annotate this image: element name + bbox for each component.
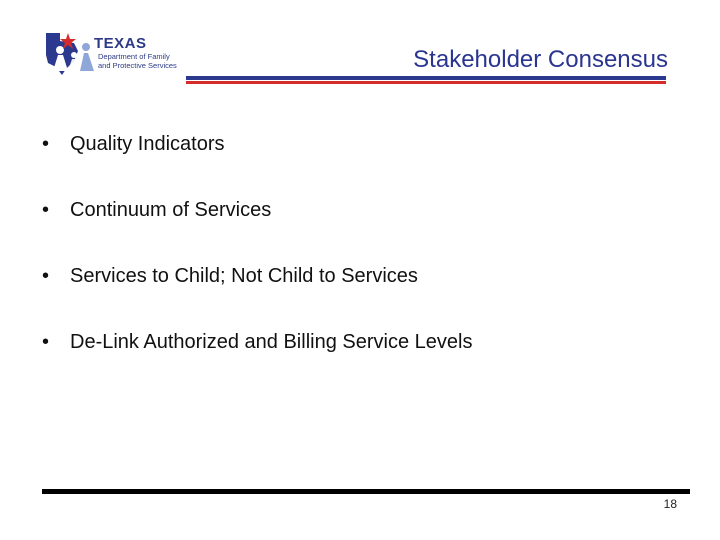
logo-subtitle-line2: and Protective Services xyxy=(98,61,177,70)
texas-map-logo-icon xyxy=(44,31,96,77)
bullet-text: Services to Child; Not Child to Services xyxy=(70,265,418,287)
bullet-dot: • xyxy=(42,265,50,287)
title-rule-blue xyxy=(186,76,666,80)
texas-dfps-logo xyxy=(44,31,184,77)
title-rule-red xyxy=(186,81,666,84)
bullet-text: De-Link Authorized and Billing Service Levels xyxy=(70,331,473,353)
bullet-dot: • xyxy=(42,199,50,221)
bullet-dot: • xyxy=(42,331,50,353)
logo-wordmark: TEXAS xyxy=(94,35,147,52)
footer-rule xyxy=(42,489,690,494)
slide-title: Stakeholder Consensus xyxy=(413,46,668,73)
logo-subtitle-line1: Department of Family xyxy=(98,52,170,61)
bullet-dot: • xyxy=(42,133,50,155)
bullet-text: Quality Indicators xyxy=(70,133,225,155)
page-number: 18 xyxy=(663,497,677,511)
bullet-text: Continuum of Services xyxy=(70,199,272,221)
